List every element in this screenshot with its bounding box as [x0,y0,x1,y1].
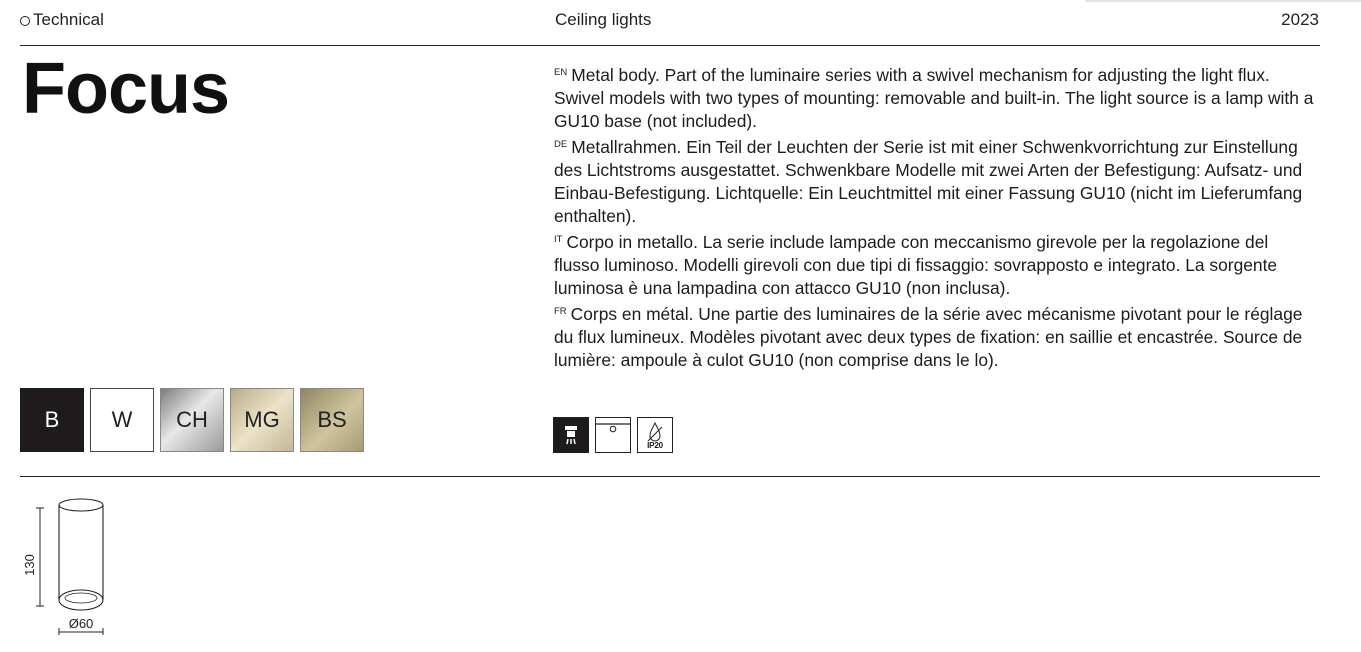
category-label: Ceiling lights [555,10,652,29]
description-text-de: Metallrahmen. Ein Teil der Leuchten der Serie ist mit einer Schwenkvorrichtung zur Einstellung des Lichtstroms ausgestattet. Schwenkbare Modelle mit zwei Arten der Befestigung: Aufsatz- und Einbau-Befestigung. Lichtquelle: Ein Leuchtmittel mit einer Fassung GU10 (nicht im Lieferumfang enthalten). [554,137,1303,226]
ip20-icon [637,417,673,453]
lang-code-en: EN [554,67,568,78]
finish-swatch-b[interactable]: B [20,388,84,452]
description-text-it: Corpo in metallo. La serie include lampade con meccanismo girevole per la regolazione del flusso luminoso. Modelli girevoli con due tipi di fissaggio: sovrapposto e integrato. La sorgente luminosa è una lampadina con attacco GU10 (non inclusa). [554,232,1278,298]
description-fr [554,300,1314,372]
top-strip [1085,0,1361,2]
height-label: 130 [22,554,37,576]
finish-swatch-ch[interactable]: CH [160,388,224,452]
year-label: 2023 [1281,10,1319,29]
header-divider [20,45,1320,46]
height-dimension-line [36,508,44,606]
description-it [554,228,1314,300]
finish-swatches [20,388,364,452]
description-de [554,133,1314,228]
finish-swatch-w[interactable]: W [90,388,154,452]
description-block [554,61,1314,372]
product-title: Focus [22,49,230,129]
lang-code-fr: FR [554,306,567,317]
section-text: Technical [33,10,104,29]
section-label [20,10,104,30]
section-divider [20,476,1320,477]
dimension-drawing [20,494,140,639]
diameter-label: Ø60 [68,616,94,631]
description-en [554,61,1314,133]
lang-code-de: DE [554,139,568,150]
circle-icon [20,16,30,26]
finish-swatch-mg[interactable]: MG [230,388,294,452]
finish-swatch-bs[interactable]: BS [300,388,364,452]
description-text-fr: Corps en métal. Une partie des luminaires de la série avec mécanisme pivotant pour le réglage du flux lumineux. Modèles pivotant avec deux types de fixation: en saillie et encastrée. Source de lumière: ampoule à culot GU10 (non comprise dans le lo). [554,304,1303,370]
lang-code-it: IT [554,234,563,245]
surface-mounted-icon [553,417,589,453]
lamp-outline-icon [59,499,103,610]
feature-icons [553,417,673,453]
description-text-en: Metal body. Part of the luminaire series with a swivel mechanism for adjusting the light flux. Swivel models with two types of mounting: removable and built-in. The light source is a lamp with a GU10 base (not included). [554,65,1314,131]
ceiling-mount-icon [595,417,631,453]
ip-rating-label: IP20 [647,441,663,450]
